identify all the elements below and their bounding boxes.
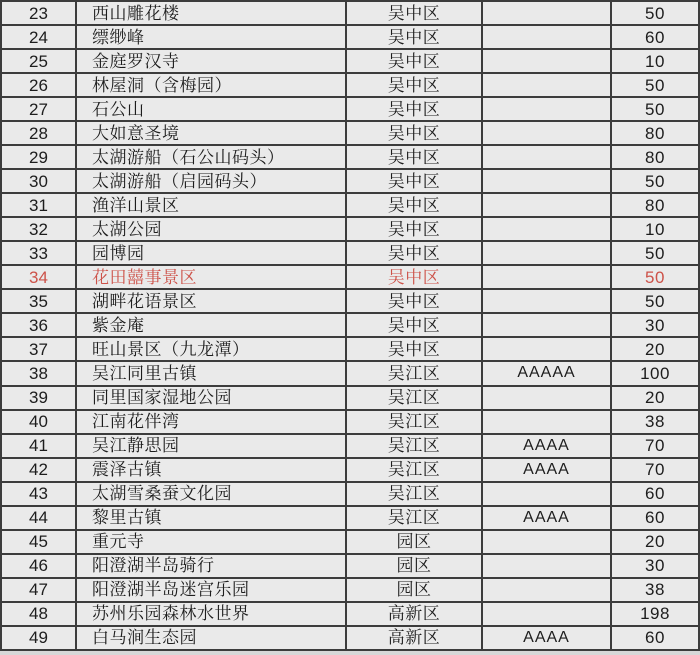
table-row bbox=[2, 579, 700, 603]
district-cell: 吴江区 bbox=[347, 387, 483, 409]
price-cell: 50 bbox=[612, 170, 700, 192]
district-cell: 吴江区 bbox=[347, 483, 483, 505]
rating-cell bbox=[483, 483, 612, 505]
attraction-name-cell: 太湖雪桑蚕文化园 bbox=[77, 483, 347, 505]
attraction-name-cell: 白马涧生态园 bbox=[77, 627, 347, 649]
attraction-name-cell: 阳澄湖半岛迷宫乐园 bbox=[77, 579, 347, 601]
district-cell: 吴江区 bbox=[347, 507, 483, 529]
rating-cell: AAAA bbox=[483, 507, 612, 529]
table-row bbox=[2, 26, 700, 50]
rating-cell: AAAA bbox=[483, 459, 612, 481]
price-cell: 80 bbox=[612, 194, 700, 216]
price-cell: 60 bbox=[612, 483, 700, 505]
row-number-cell: 31 bbox=[2, 194, 77, 216]
attraction-name-cell: 重元寺 bbox=[77, 531, 347, 553]
attraction-name-cell: 吴江静思园 bbox=[77, 435, 347, 457]
rating-cell bbox=[483, 218, 612, 240]
district-cell: 吴江区 bbox=[347, 435, 483, 457]
district-cell: 吴中区 bbox=[347, 218, 483, 240]
rating-cell bbox=[483, 531, 612, 553]
rating-cell bbox=[483, 122, 612, 144]
price-cell: 50 bbox=[612, 74, 700, 96]
rating-cell bbox=[483, 314, 612, 336]
rating-cell bbox=[483, 387, 612, 409]
attraction-name-cell: 太湖游船（启园码头） bbox=[77, 170, 347, 192]
district-cell: 吴江区 bbox=[347, 459, 483, 481]
district-cell: 吴江区 bbox=[347, 362, 483, 384]
district-cell: 吴中区 bbox=[347, 50, 483, 72]
district-cell: 吴中区 bbox=[347, 2, 483, 24]
table-row bbox=[2, 2, 700, 26]
row-number-cell: 44 bbox=[2, 507, 77, 529]
row-number-cell: 32 bbox=[2, 218, 77, 240]
row-number-cell: 42 bbox=[2, 459, 77, 481]
row-number-cell: 26 bbox=[2, 74, 77, 96]
price-cell: 38 bbox=[612, 411, 700, 433]
district-cell: 吴中区 bbox=[347, 242, 483, 264]
price-cell: 38 bbox=[612, 579, 700, 601]
row-number-cell: 40 bbox=[2, 411, 77, 433]
row-number-cell: 35 bbox=[2, 290, 77, 312]
attraction-name-cell: 花田囍事景区 bbox=[77, 266, 347, 288]
rating-cell bbox=[483, 603, 612, 625]
row-number-cell: 28 bbox=[2, 122, 77, 144]
rating-cell bbox=[483, 146, 612, 168]
district-cell: 吴中区 bbox=[347, 194, 483, 216]
attraction-name-cell: 太湖游船（石公山码头） bbox=[77, 146, 347, 168]
rating-cell bbox=[483, 411, 612, 433]
district-cell: 吴中区 bbox=[347, 266, 483, 288]
attraction-name-cell: 渔洋山景区 bbox=[77, 194, 347, 216]
district-cell: 吴中区 bbox=[347, 26, 483, 48]
row-number-cell: 27 bbox=[2, 98, 77, 120]
attraction-name-cell: 金庭罗汉寺 bbox=[77, 50, 347, 72]
price-cell: 50 bbox=[612, 2, 700, 24]
table-row bbox=[2, 290, 700, 314]
row-number-cell: 29 bbox=[2, 146, 77, 168]
rating-cell bbox=[483, 266, 612, 288]
table-row bbox=[2, 50, 700, 74]
attraction-name-cell: 林屋洞（含梅园） bbox=[77, 74, 347, 96]
table-row bbox=[2, 266, 700, 290]
row-number-cell: 47 bbox=[2, 579, 77, 601]
attraction-name-cell: 震泽古镇 bbox=[77, 459, 347, 481]
attraction-name-cell: 旺山景区（九龙潭） bbox=[77, 338, 347, 360]
rating-cell bbox=[483, 290, 612, 312]
price-cell: 50 bbox=[612, 290, 700, 312]
attraction-name-cell: 苏州乐园森林水世界 bbox=[77, 603, 347, 625]
row-number-cell: 25 bbox=[2, 50, 77, 72]
attraction-name-cell: 湖畔花语景区 bbox=[77, 290, 347, 312]
price-cell: 20 bbox=[612, 338, 700, 360]
row-number-cell: 49 bbox=[2, 627, 77, 649]
row-number-cell: 38 bbox=[2, 362, 77, 384]
table-row bbox=[2, 627, 700, 651]
rating-cell bbox=[483, 194, 612, 216]
table-row bbox=[2, 435, 700, 459]
attraction-name-cell: 江南花伴湾 bbox=[77, 411, 347, 433]
price-cell: 50 bbox=[612, 242, 700, 264]
table-row bbox=[2, 411, 700, 435]
price-cell: 198 bbox=[612, 603, 700, 625]
table-row bbox=[2, 170, 700, 194]
table-row bbox=[2, 314, 700, 338]
table-row bbox=[2, 603, 700, 627]
price-cell: 20 bbox=[612, 387, 700, 409]
rating-cell bbox=[483, 579, 612, 601]
table-row bbox=[2, 555, 700, 579]
attraction-name-cell: 园博园 bbox=[77, 242, 347, 264]
price-cell: 70 bbox=[612, 435, 700, 457]
price-cell: 80 bbox=[612, 146, 700, 168]
price-cell: 80 bbox=[612, 122, 700, 144]
row-number-cell: 36 bbox=[2, 314, 77, 336]
price-cell: 100 bbox=[612, 362, 700, 384]
table-row bbox=[2, 483, 700, 507]
table-row bbox=[2, 218, 700, 242]
attraction-name-cell: 同里国家湿地公园 bbox=[77, 387, 347, 409]
district-cell: 高新区 bbox=[347, 627, 483, 649]
district-cell: 吴中区 bbox=[347, 74, 483, 96]
row-number-cell: 24 bbox=[2, 26, 77, 48]
district-cell: 吴中区 bbox=[347, 338, 483, 360]
rating-cell bbox=[483, 555, 612, 577]
rating-cell bbox=[483, 242, 612, 264]
rating-cell bbox=[483, 74, 612, 96]
rating-cell bbox=[483, 170, 612, 192]
table-row bbox=[2, 242, 700, 266]
district-cell: 吴中区 bbox=[347, 146, 483, 168]
attraction-name-cell: 紫金庵 bbox=[77, 314, 347, 336]
attraction-name-cell: 西山雕花楼 bbox=[77, 2, 347, 24]
table-row bbox=[2, 362, 700, 386]
row-number-cell: 37 bbox=[2, 338, 77, 360]
row-number-cell: 46 bbox=[2, 555, 77, 577]
row-number-cell: 30 bbox=[2, 170, 77, 192]
attraction-name-cell: 阳澄湖半岛骑行 bbox=[77, 555, 347, 577]
rating-cell bbox=[483, 50, 612, 72]
table-row bbox=[2, 98, 700, 122]
row-number-cell: 45 bbox=[2, 531, 77, 553]
district-cell: 吴中区 bbox=[347, 122, 483, 144]
attraction-name-cell: 石公山 bbox=[77, 98, 347, 120]
district-cell: 吴江区 bbox=[347, 411, 483, 433]
rating-cell bbox=[483, 2, 612, 24]
table-row bbox=[2, 146, 700, 170]
price-cell: 60 bbox=[612, 507, 700, 529]
table-row bbox=[2, 531, 700, 555]
price-cell: 70 bbox=[612, 459, 700, 481]
table-row bbox=[2, 74, 700, 98]
row-number-cell: 41 bbox=[2, 435, 77, 457]
rating-cell: AAAAA bbox=[483, 362, 612, 384]
district-cell: 园区 bbox=[347, 579, 483, 601]
rating-cell: AAAA bbox=[483, 435, 612, 457]
rating-cell bbox=[483, 26, 612, 48]
price-cell: 10 bbox=[612, 50, 700, 72]
district-cell: 园区 bbox=[347, 531, 483, 553]
price-cell: 10 bbox=[612, 218, 700, 240]
table-row bbox=[2, 338, 700, 362]
price-cell: 50 bbox=[612, 98, 700, 120]
row-number-cell: 43 bbox=[2, 483, 77, 505]
rating-cell: AAAA bbox=[483, 627, 612, 649]
district-cell: 高新区 bbox=[347, 603, 483, 625]
price-cell: 60 bbox=[612, 627, 700, 649]
rating-cell bbox=[483, 98, 612, 120]
table-row bbox=[2, 122, 700, 146]
attraction-name-cell: 缥缈峰 bbox=[77, 26, 347, 48]
attraction-name-cell: 太湖公园 bbox=[77, 218, 347, 240]
table-row bbox=[2, 194, 700, 218]
district-cell: 吴中区 bbox=[347, 314, 483, 336]
price-cell: 30 bbox=[612, 314, 700, 336]
row-number-cell: 48 bbox=[2, 603, 77, 625]
price-cell: 30 bbox=[612, 555, 700, 577]
attraction-name-cell: 黎里古镇 bbox=[77, 507, 347, 529]
table-row bbox=[2, 387, 700, 411]
district-cell: 吴中区 bbox=[347, 290, 483, 312]
table-row bbox=[2, 459, 700, 483]
price-cell: 20 bbox=[612, 531, 700, 553]
district-cell: 吴中区 bbox=[347, 98, 483, 120]
row-number-cell: 33 bbox=[2, 242, 77, 264]
attraction-name-cell: 吴江同里古镇 bbox=[77, 362, 347, 384]
attraction-name-cell: 大如意圣境 bbox=[77, 122, 347, 144]
row-number-cell: 34 bbox=[2, 266, 77, 288]
row-number-cell: 39 bbox=[2, 387, 77, 409]
row-number-cell: 23 bbox=[2, 2, 77, 24]
district-cell: 吴中区 bbox=[347, 170, 483, 192]
district-cell: 园区 bbox=[347, 555, 483, 577]
price-cell: 50 bbox=[612, 266, 700, 288]
price-cell: 60 bbox=[612, 26, 700, 48]
rating-cell bbox=[483, 338, 612, 360]
table-row bbox=[2, 507, 700, 531]
